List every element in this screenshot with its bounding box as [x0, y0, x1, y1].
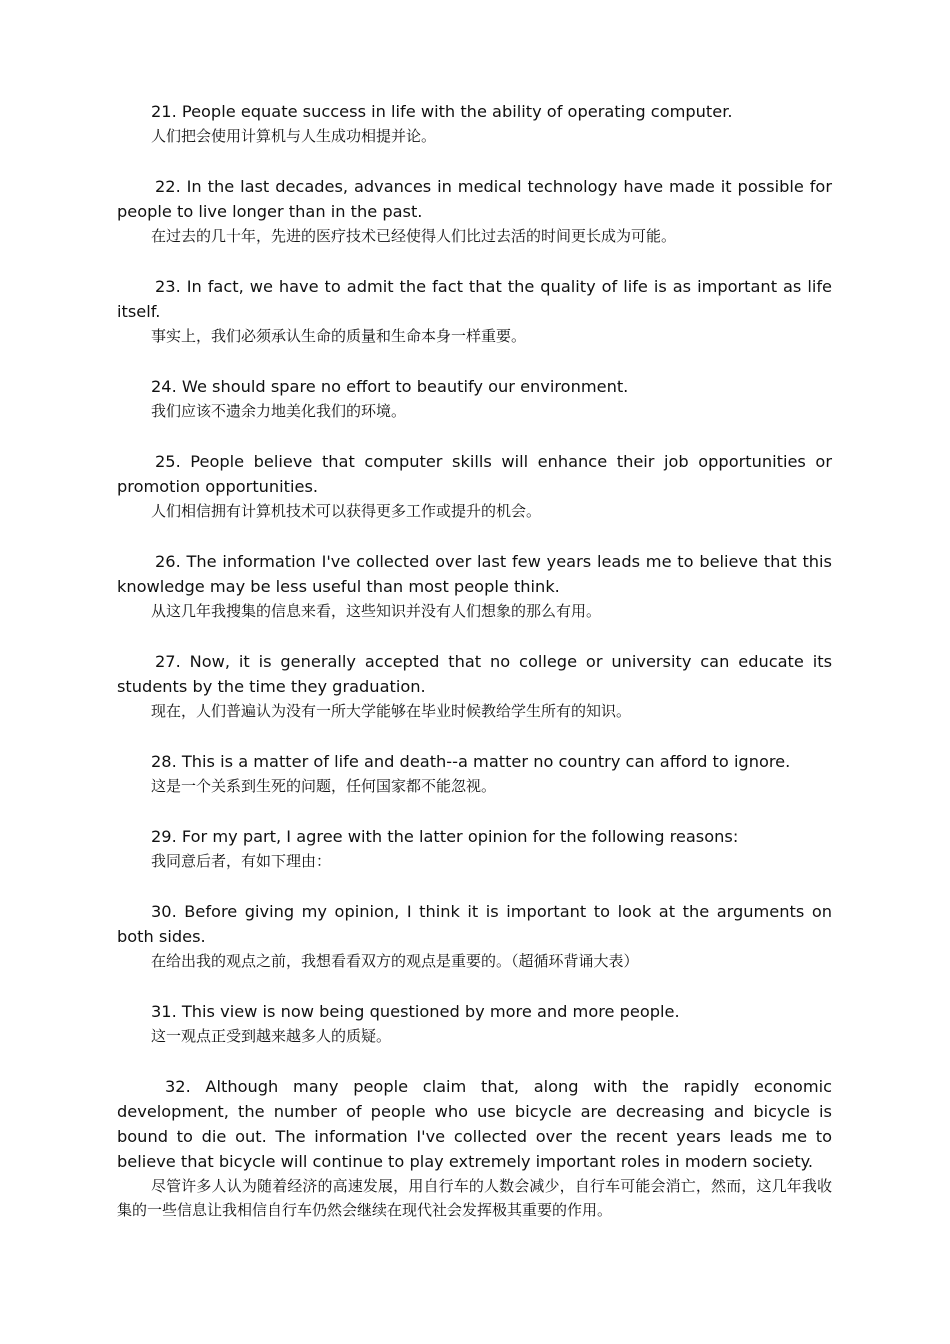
sentence-30: [117, 899, 832, 973]
sentence-31: [117, 999, 832, 1048]
english-sentence: 27. Now, it is generally accepted that no college or university can educate its students by the time they graduation.: [117, 652, 832, 696]
sentence-21: [117, 99, 832, 148]
chinese-translation: 在给出我的观点之前，我想看看双方的观点是重要的。（超循环背诵大表）: [151, 952, 639, 970]
english-sentence: 26. The information I've collected over last few years leads me to believe that this knowledge may be less useful than most people think.: [117, 552, 832, 596]
english-sentence: 25. People believe that computer skills will enhance their job opportunities or promotion opportunities.: [117, 452, 832, 496]
english-sentence: 23. In fact, we have to admit the fact that the quality of life is as important as life itself.: [117, 277, 832, 321]
chinese-translation: 尽管许多人认为随着经济的高速发展，用自行车的人数会减少，自行车可能会消亡，然而，这几年我收集的一些信息让我相信自行车仍然会继续在现代社会发挥极其重要的作用。: [117, 1177, 832, 1219]
english-sentence: 29. For my part, I agree with the latter opinion for the following reasons:: [151, 827, 739, 846]
sentence-28: [117, 749, 832, 798]
sentence-23: [117, 274, 832, 348]
english-sentence: 22. In the last decades, advances in medical technology have made it possible for people to live longer than in the past.: [117, 177, 832, 221]
chinese-translation: 人们把会使用计算机与人生成功相提并论。: [151, 127, 437, 145]
english-sentence: 24. We should spare no effort to beautify our environment.: [151, 377, 629, 396]
chinese-translation: 人们相信拥有计算机技术可以获得更多工作或提升的机会。: [151, 502, 542, 520]
sentence-27: [117, 649, 832, 723]
english-sentence: 28. This is a matter of life and death--a matter no country can afford to ignore.: [151, 752, 791, 771]
english-sentence: 21. People equate success in life with the ability of operating computer.: [151, 102, 733, 121]
english-sentence: 32. Although many people claim that, along with the rapidly economic development, the number of people who use bicycle are decreasing and bicycle is bound to die out. The information I've collected over the recent years leads me to believe that bicycle will continue to play extremely important roles in modern society.: [117, 1077, 832, 1171]
chinese-translation: 我们应该不遗余力地美化我们的环境。: [151, 402, 407, 420]
english-sentence: 30. Before giving my opinion, I think it is important to look at the arguments on both sides.: [117, 902, 832, 946]
sentence-32: [117, 1074, 832, 1222]
english-sentence: 31. This view is now being questioned by more and more people.: [151, 1002, 680, 1021]
chinese-translation: 这一观点正受到越来越多人的质疑。: [151, 1027, 392, 1045]
chinese-translation: 在过去的几十年，先进的医疗技术已经使得人们比过去活的时间更长成为可能。: [151, 227, 677, 245]
sentence-24: [117, 374, 832, 423]
chinese-translation: 现在，人们普遍认为没有一所大学能够在毕业时候教给学生所有的知识。: [151, 702, 632, 720]
sentence-22: [117, 174, 832, 248]
chinese-translation: 这是一个关系到生死的问题，任何国家都不能忽视。: [151, 777, 497, 795]
chinese-translation: 从这几年我搜集的信息来看，这些知识并没有人们想象的那么有用。: [151, 602, 602, 620]
chinese-translation: 我同意后者，有如下理由：: [151, 852, 332, 870]
document-page: [117, 99, 832, 1248]
sentence-25: [117, 449, 832, 523]
chinese-translation: 事实上，我们必须承认生命的质量和生命本身一样重要。: [151, 327, 527, 345]
sentence-29: [117, 824, 832, 873]
sentence-26: [117, 549, 832, 623]
